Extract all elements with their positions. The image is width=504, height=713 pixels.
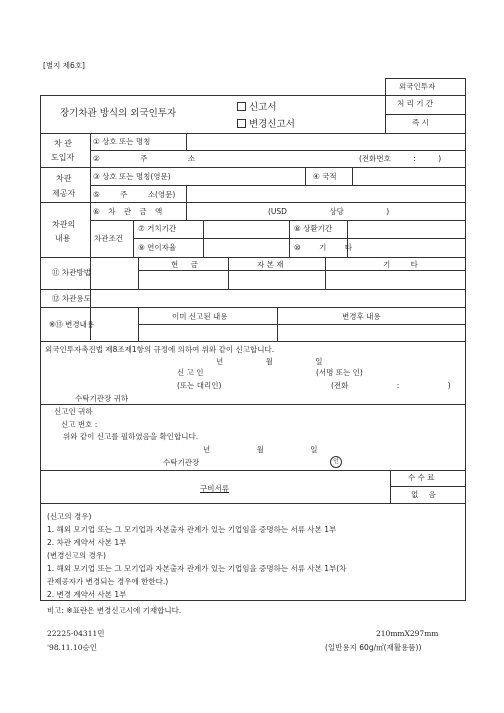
seal-mark-label: 인: [333, 458, 339, 465]
form-number: [별지 제6호]: [43, 61, 85, 70]
footer-approval: '98.11.10승인: [47, 643, 97, 652]
loan-section-label-2: 내용: [55, 234, 71, 243]
borrower-name-label: ① 상호 또는 명칭: [93, 137, 151, 146]
form-title: 장기차관 방식의 외국인투자: [60, 108, 177, 119]
confirmation-text: 위와 같이 신고를 필하였음을 확인합니다.: [63, 432, 199, 441]
confirmation-report-no: 신고 번호 :: [61, 420, 98, 429]
doc-change-case: (변경신고의 경우): [47, 551, 106, 560]
footer-code: 22225-04311민: [47, 629, 105, 638]
declaration-phone: (전화 : ): [331, 381, 451, 390]
doc-report-case: (신고의 경우): [47, 512, 92, 521]
declaration-agent: (또는 대리인): [177, 381, 222, 390]
documents-label: 구비서류: [200, 484, 229, 493]
change-col-after: 변경후 내용: [342, 312, 381, 321]
fee-value: 없 음: [411, 490, 436, 499]
footer-size: 210mmX297mm: [376, 629, 439, 638]
declaration-addressee: 수탁기관장 귀하: [75, 394, 129, 403]
borrower-address-label: ② 주 소: [93, 154, 195, 163]
lender-nationality-label: ④ 국적: [313, 172, 337, 181]
footer-paper: (일반용지 60g/㎡(재활용품)): [325, 643, 422, 652]
change-content-label: ※⑬ 변경내용: [49, 320, 95, 329]
processing-period-label: 처 리 기 간: [397, 99, 434, 108]
lender-section-label-2: 제공자: [52, 189, 76, 198]
declaration-signature: (서명 또는 인): [316, 368, 363, 377]
borrower-section-label: 차 관: [54, 139, 72, 148]
confirmation-issuer: 수탁기관장: [163, 458, 200, 467]
declaration-date: 년 월 일: [216, 357, 323, 366]
footer-note: 비고: ※표란은 변경신고시에 기재합니다.: [47, 606, 182, 615]
doc-item-3b: 관제공자가 변경되는 경우에 한한다.): [47, 577, 169, 586]
doc-item-4: 2. 변경 계약서 사본 1부: [47, 590, 127, 599]
seal-mark: [330, 456, 342, 468]
doc-item-1: 1. 해외 모기업 또는 그 모기업과 자본출자 관계가 있는 기업임을 증명하는 서류 사본 1부: [47, 525, 337, 534]
change-checkbox[interactable]: [237, 119, 246, 128]
report-checkbox-label: 신고서: [249, 102, 277, 113]
loan-method-label: ⑪ 차관방법: [52, 268, 91, 277]
loan-section-label: 차관의: [52, 220, 76, 229]
method-col-cash: 현 금: [171, 260, 198, 269]
borrower-section-label-2: 도입자: [51, 153, 75, 162]
declaration-reporter: 신 고 인: [177, 368, 204, 377]
repayment-period-label: ⑧ 상환기간: [294, 224, 333, 233]
confirmation-date: 년 월 일: [203, 445, 318, 454]
loan-other-label: ⑩ 기 타: [294, 243, 352, 252]
confirmation-to: 신고인 귀하: [54, 407, 93, 416]
category-box-label: 외국인투자: [399, 82, 436, 91]
interest-rate-label: ⑨ 연이자율: [138, 243, 177, 252]
method-col-other: 기 타: [383, 260, 418, 269]
lender-name-label: ③ 상호 또는 명칭(영문): [93, 172, 171, 181]
change-option[interactable]: [237, 116, 295, 130]
change-checkbox-label: 변경신고서: [249, 119, 295, 130]
loan-terms-label: 차관조건: [94, 234, 123, 243]
change-col-before: 이미 신고된 내용: [172, 312, 228, 321]
fee-label: 수 수 료: [408, 473, 435, 482]
loan-amount-value: (USD 상당 ): [268, 207, 390, 216]
lender-address-label: ⑤ 주 소(영문): [93, 190, 176, 199]
doc-item-3a: 1. 해외 모기업 또는 그 모기업과 자본출자 관계가 있는 기업임을 증명하는 서류 사본 1부(차: [47, 564, 347, 573]
report-option[interactable]: [237, 99, 277, 113]
doc-item-2: 2. 차관 계약서 사본 1부: [47, 538, 127, 547]
lender-section-label: 차관: [56, 174, 72, 183]
loan-amount-label: ⑥ 차 관 금 액: [93, 207, 163, 216]
report-checkbox[interactable]: [237, 102, 246, 111]
declaration-statement: 외국인투자촉진법 제8조제1항의 규정에 의하여 위와 같이 신고합니다.: [45, 345, 275, 354]
loan-usage-label: ⑫ 차관용도: [52, 294, 91, 303]
processing-period-value: 즉 시: [412, 118, 429, 127]
grace-period-label: ⑦ 거치기간: [138, 224, 177, 233]
method-col-capital: 자 본 재: [257, 260, 284, 269]
borrower-phone-label: (전화번호 : ): [359, 154, 442, 163]
